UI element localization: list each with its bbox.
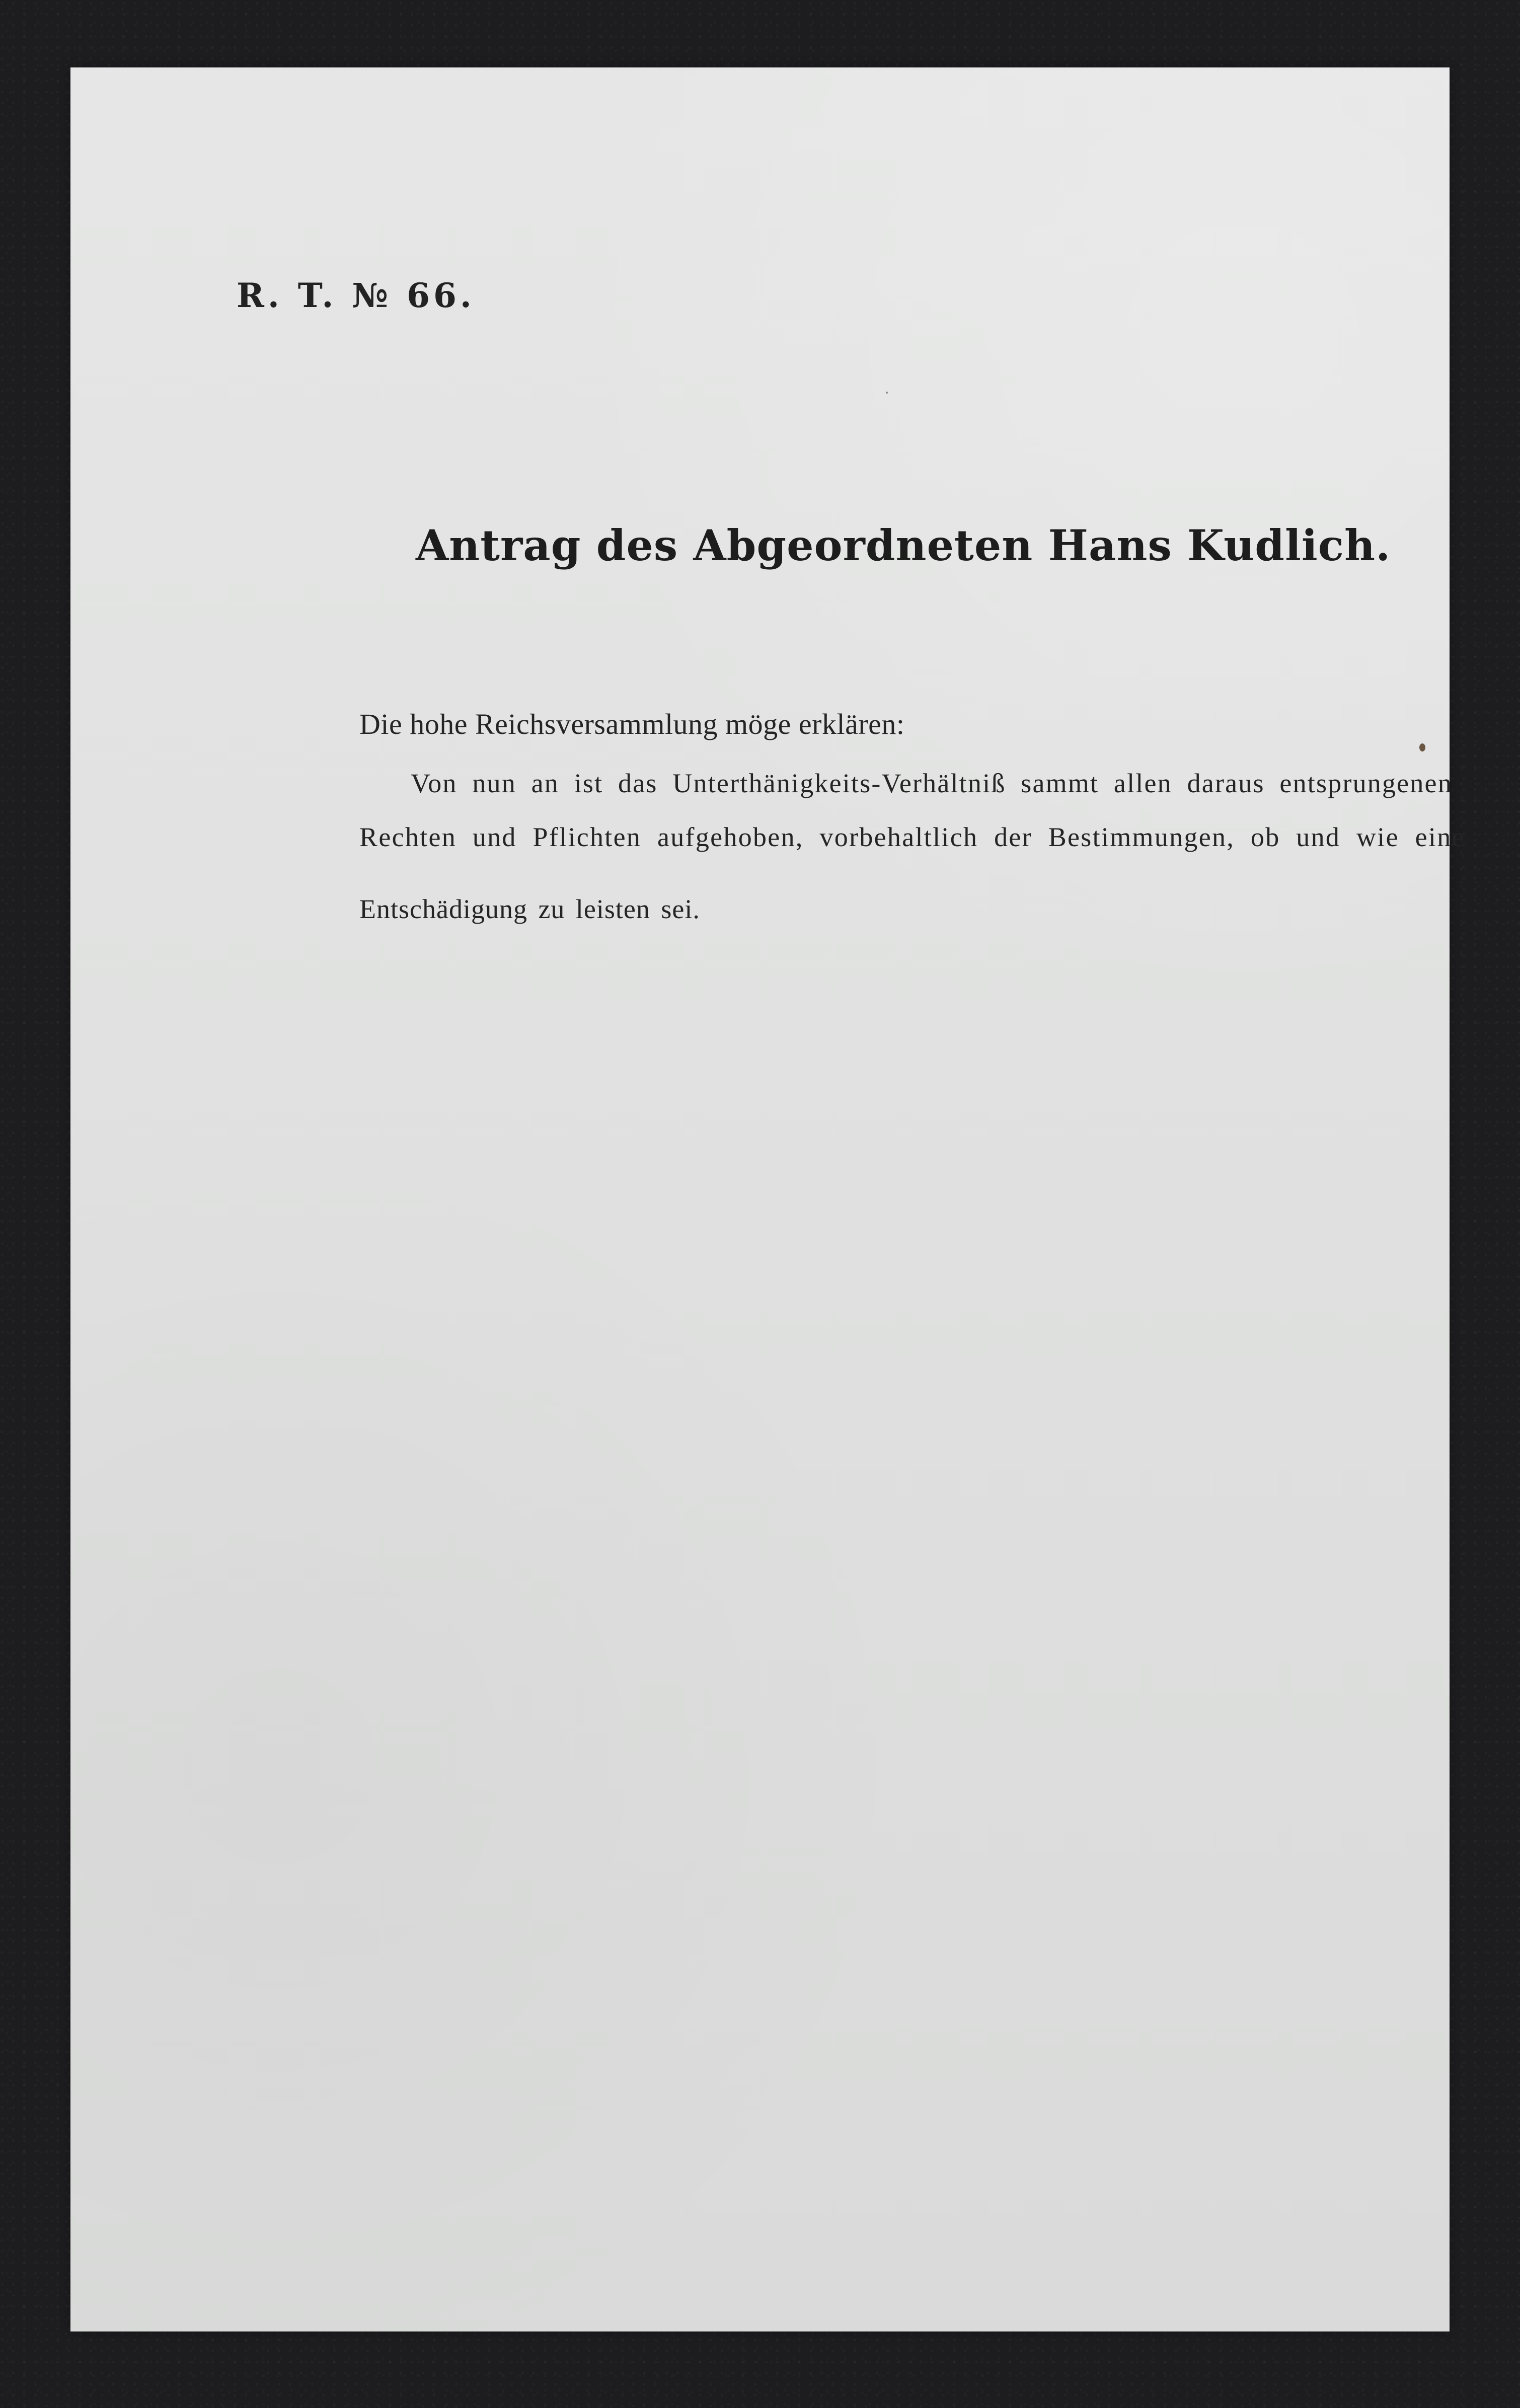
paper-stain <box>1419 743 1425 751</box>
body-line-3: Entschädigung zu leisten sei. <box>359 894 700 924</box>
document-intro: Die hohe Reichsversammlung möge erklären: <box>359 708 905 740</box>
body-line-2: Rechten und Pflichten aufgehoben, vorbehaltlich der Bestimmungen, ob und wie eine <box>359 822 1465 852</box>
body-line-1: Von nun an ist das Unterthänigkeits-Verhältniß sammt allen daraus entsprungenen <box>411 768 1453 798</box>
document-page <box>70 67 1450 2331</box>
document-reference: R. T. № 66. <box>237 276 475 315</box>
document-title: Antrag des Abgeordneten Hans Kudlich. <box>416 520 1391 570</box>
paper-dot <box>886 392 888 394</box>
